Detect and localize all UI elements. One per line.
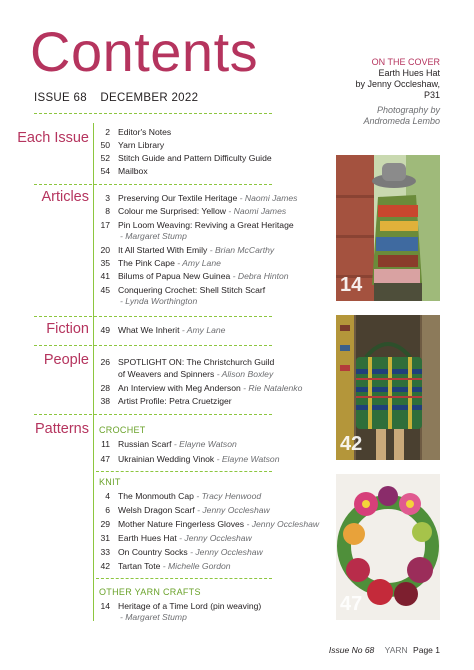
section-divider xyxy=(34,316,272,317)
contents-rule xyxy=(93,123,94,621)
section-divider xyxy=(34,184,272,185)
toc-entry[interactable]: 33 On Country Socks - Jenny Occleshaw xyxy=(100,547,263,557)
cover-designer: by Jenny Occleshaw, xyxy=(355,79,440,89)
footer-page: Page 1 xyxy=(413,645,440,655)
toc-entry[interactable]: 42 Tartan Tote - Michelle Gordon xyxy=(100,561,231,571)
toc-entry[interactable]: 26 SPOTLIGHT ON: The Christchurch Guild xyxy=(100,357,275,367)
page-title: Contents xyxy=(30,20,259,83)
toc-entry[interactable]: 41 Bilums of Papua New Guinea - Debra Hinton xyxy=(100,271,289,281)
cover-project: Earth Hues Hat xyxy=(378,68,440,78)
toc-entry[interactable]: 52 Stitch Guide and Pattern Difficulty Guide xyxy=(100,153,272,163)
photo-scarf-hat[interactable] xyxy=(336,155,440,301)
issue-date: DECEMBER 2022 xyxy=(100,92,199,104)
toc-entry[interactable]: 31 Earth Hues Hat - Jenny Occleshaw xyxy=(100,533,252,543)
section-divider xyxy=(34,414,272,415)
section-people: People xyxy=(43,352,89,368)
toc-entry[interactable]: 35 The Pink Cape - Amy Lane xyxy=(100,258,221,268)
photo-page-number: 14 xyxy=(340,274,363,296)
toc-entry[interactable]: 20 It All Started With Emily - Brian McCarthy xyxy=(100,245,275,255)
issue-line xyxy=(34,92,198,104)
issue-number: ISSUE 68 xyxy=(34,92,87,104)
subsection-knit: KNIT xyxy=(99,477,121,487)
section-divider xyxy=(34,345,272,346)
cover-page: P31 xyxy=(423,90,440,100)
section-fiction: Fiction xyxy=(46,321,89,337)
cover-credit xyxy=(320,57,440,127)
toc-entry[interactable]: 50 Yarn Library xyxy=(100,140,165,150)
section-articles: Articles xyxy=(41,189,89,205)
toc-entry[interactable]: 45 Conquering Crochet: Shell Stitch Scarf - Lynda Worthington xyxy=(100,285,266,306)
toc-entry[interactable]: 47 Ukrainian Wedding Vinok - Elayne Watson xyxy=(100,454,280,464)
toc-entry[interactable]: 49 What We Inherit - Amy Lane xyxy=(100,325,226,335)
photo-tartan-tote[interactable] xyxy=(336,315,440,460)
photo-vinok-wreath[interactable] xyxy=(336,474,440,620)
section-patterns: Patterns xyxy=(35,421,89,437)
photo-page-number: 42 xyxy=(340,433,363,455)
toc-entry[interactable]: of Weavers and Spinners - Alison Boxley xyxy=(118,369,274,379)
subsection-divider xyxy=(96,578,272,579)
page-footer xyxy=(329,645,440,655)
header-divider xyxy=(34,113,272,114)
section-each-issue: Each Issue xyxy=(17,130,89,146)
cover-photo-credit: Photography by Andromeda Lembo xyxy=(363,105,440,126)
photo-page-number: 47 xyxy=(340,593,363,615)
subsection-other-yarn-crafts: OTHER YARN CRAFTS xyxy=(99,587,201,597)
cover-heading: ON THE COVER xyxy=(371,57,440,67)
toc-entry[interactable]: 29 Mother Nature Fingerless Gloves - Jenny Occleshaw xyxy=(100,519,320,529)
toc-entry[interactable]: 14 Heritage of a Time Lord (pin weaving) - Margaret Stump xyxy=(100,601,262,622)
toc-entry[interactable]: 17 Pin Loom Weaving: Reviving a Great Heritage - Margaret Stump xyxy=(100,220,294,241)
footer-issue: Issue No 68 xyxy=(328,645,375,655)
footer-magazine: YARN xyxy=(384,645,408,655)
toc-entry[interactable]: 54 Mailbox xyxy=(100,166,148,176)
toc-entry[interactable]: 28 An Interview with Meg Anderson - Rie Natalenko xyxy=(100,383,303,393)
toc-entry[interactable]: 38 Artist Profile: Petra Cruetziger xyxy=(100,396,232,406)
toc-entry[interactable]: 4 The Monmouth Cap - Tracy Henwood xyxy=(105,491,262,501)
subsection-crochet: CROCHET xyxy=(99,425,146,435)
toc-entry[interactable]: 11 Russian Scarf - Elayne Watson xyxy=(101,439,237,449)
subsection-divider xyxy=(96,471,272,472)
toc-entry[interactable]: 6 Welsh Dragon Scarf - Jenny Occleshaw xyxy=(105,505,270,515)
toc-entry[interactable]: 3 Preserving Our Textile Heritage - Naomi James xyxy=(105,193,298,203)
toc-entry[interactable]: 2 Editor's Notes xyxy=(105,127,172,137)
toc-entry[interactable]: 8 Colour me Surprised: Yellow - Naomi James xyxy=(105,206,287,216)
